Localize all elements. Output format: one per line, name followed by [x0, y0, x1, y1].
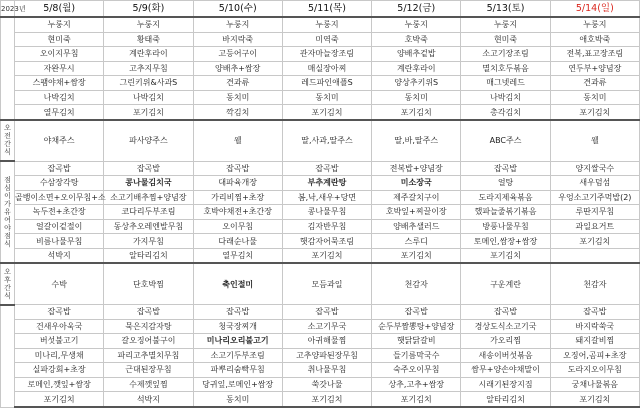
menu-item: 계란후라이	[104, 47, 193, 62]
menu-item: 누룽지	[550, 17, 639, 32]
menu-item: 전복,표고장조림	[550, 47, 639, 62]
menu-item: 포기김치	[461, 248, 550, 263]
day-header: 5/10(수)	[193, 1, 282, 18]
menu-item: 바지락죽	[193, 32, 282, 47]
menu-item: 시래기된장지짐	[461, 377, 550, 392]
lunch-row	[1, 219, 640, 234]
menu-item: 포기김치	[15, 392, 104, 407]
menu-item: 열무김치	[15, 105, 104, 120]
menu-item: 소고기배추찜+양념장	[104, 190, 193, 205]
menu-item: 숙주오이무침	[372, 363, 461, 378]
menu-item: 토메인,쌈장+쌈장	[461, 234, 550, 249]
menu-item: 잡곡밥	[193, 161, 282, 176]
menu-item: 알타리김치	[104, 248, 193, 263]
menu-item: 양지쌀국수	[550, 161, 639, 176]
menu-item: 잡곡밥	[282, 161, 371, 176]
menu-item: 포기김치	[282, 105, 371, 120]
menu-item: 파리고추멸치무침	[104, 348, 193, 363]
day-header: 5/12(금)	[372, 1, 461, 18]
menu-item: 동상추오레엔발무침	[104, 219, 193, 234]
meal-label-breakfast	[1, 17, 15, 120]
dinner-row	[1, 392, 640, 407]
menu-item: 고추양파된장무침	[282, 348, 371, 363]
breakfast-row	[1, 32, 640, 47]
menu-item: 잡곡밥	[550, 305, 639, 320]
menu-item: 호박야채전+초간장	[193, 205, 282, 220]
dinner-row	[1, 363, 640, 378]
menu-item: 방풍나물무침	[461, 219, 550, 234]
menu-item: 딸,바,딸주스	[372, 120, 461, 161]
menu-item: 고추지무침	[104, 61, 193, 76]
menu-item: 견과류	[193, 76, 282, 91]
menu-item: 비름나물무침	[15, 234, 104, 249]
menu-item: 다래순나물	[193, 234, 282, 249]
menu-item: 단호박찜	[104, 263, 193, 304]
menu-item: 들기름막국수	[372, 348, 461, 363]
dinner-row	[1, 319, 640, 334]
breakfast-row	[1, 90, 640, 105]
meal-label-dinner	[1, 305, 15, 407]
menu-item: 포기김치	[550, 105, 639, 120]
menu-item: 얼갈이겉절이	[15, 219, 104, 234]
menu-item: 애호박죽	[550, 32, 639, 47]
day-header: 5/13(토)	[461, 1, 550, 18]
menu-item: 수박	[15, 263, 104, 304]
menu-item: 당귀잎,로메인+쌈장	[193, 377, 282, 392]
menu-item: 포기김치	[282, 392, 371, 407]
dinner-row	[1, 334, 640, 349]
menu-item: 동치미	[550, 90, 639, 105]
menu-item: 소고기두부조림	[193, 348, 282, 363]
menu-item: 포기김치	[550, 392, 639, 407]
menu-item: 야채주스	[15, 120, 104, 161]
lunch-row	[1, 234, 640, 249]
menu-item: 얼탕	[461, 176, 550, 191]
menu-item: 누룽지	[461, 17, 550, 32]
menu-item: 소고기장조림	[461, 47, 550, 62]
menu-item: 웰	[193, 120, 282, 161]
menu-item: 갈오징어불구이	[104, 334, 193, 349]
menu-item: 묵은지감자탕	[104, 319, 193, 334]
menu-item: 봄,낙,새우+당면	[282, 190, 371, 205]
menu-item: 청국장찌개	[193, 319, 282, 334]
menu-item: 햇닭닭갈비	[372, 334, 461, 349]
breakfast-row	[1, 105, 640, 120]
menu-item: 경상도식소고기국	[461, 319, 550, 334]
lunch-row	[1, 161, 640, 176]
menu-item: 견과류	[550, 76, 639, 91]
menu-item: 건새우아욱국	[15, 319, 104, 334]
menu-item: 가리비찜+초장	[193, 190, 282, 205]
breakfast-row	[1, 76, 640, 91]
lunch-row	[1, 205, 640, 220]
menu-item: 수제깻잎찜	[104, 377, 193, 392]
day-header: 5/11(목)	[282, 1, 371, 18]
menu-item: 동치미	[372, 90, 461, 105]
menu-item: 동치미	[282, 90, 371, 105]
breakfast-row	[1, 17, 640, 32]
menu-item: 쑥갓나물	[282, 377, 371, 392]
menu-item: 포기김치	[282, 248, 371, 263]
menu-item: 양배추샐러드	[372, 219, 461, 234]
menu-item: 축인절미	[193, 263, 282, 304]
menu-item: 잡곡밥	[15, 305, 104, 320]
menu-item: 양배추+쌈장	[193, 61, 282, 76]
header-row	[1, 1, 640, 18]
menu-item: 구운계란	[461, 263, 550, 304]
snack1-row	[1, 120, 640, 161]
meal-label-lunch: 점심 이가유 여야 점식	[1, 161, 15, 263]
menu-item: 매실장아찌	[282, 61, 371, 76]
menu-item: 나박김치	[104, 90, 193, 105]
menu-item: 가오리찜	[461, 334, 550, 349]
menu-item: 누룽지	[372, 17, 461, 32]
menu-item: 양배추겉밥	[372, 47, 461, 62]
menu-item: 오징어,곰피+초장	[550, 348, 639, 363]
menu-item: 관자마늘장조림	[282, 47, 371, 62]
menu-item: 과일요거트	[550, 219, 639, 234]
day-header: 5/9(화)	[104, 1, 193, 18]
menu-item: 현미죽	[461, 32, 550, 47]
menu-item: 부추계란탕	[282, 176, 371, 191]
menu-item: 잡곡밥	[282, 305, 371, 320]
menu-item: 석박지	[104, 392, 193, 407]
menu-item: 누룽지	[15, 17, 104, 32]
menu-item: 순두부짬뽕탕+양념장	[372, 319, 461, 334]
day-header: 5/8(월)	[15, 1, 104, 18]
menu-item: ABC주스	[461, 120, 550, 161]
dinner-row	[1, 348, 640, 363]
menu-item: 도라지오이무침	[550, 363, 639, 378]
dinner-row	[1, 377, 640, 392]
menu-item: 녹두전+초간장	[15, 205, 104, 220]
menu-item: 취나물무침	[282, 363, 371, 378]
menu-item: 로메인,깻잎+쌈장	[15, 377, 104, 392]
menu-item: 황태죽	[104, 32, 193, 47]
dinner-row	[1, 305, 640, 320]
breakfast-row	[1, 47, 640, 62]
menu-item: 미소장국	[372, 176, 461, 191]
year-label: 2023년	[1, 1, 15, 18]
menu-item: 포기김치	[104, 105, 193, 120]
menu-item: 나박김치	[15, 90, 104, 105]
menu-item: 루딴지무침	[550, 205, 639, 220]
menu-item: 오이지무침	[15, 47, 104, 62]
menu-item: 미나리,무생채	[15, 348, 104, 363]
menu-item: 그린키위&사과S	[104, 76, 193, 91]
menu-item	[550, 248, 639, 263]
menu-item: 모듬과일	[282, 263, 371, 304]
menu-item: 동치미	[193, 90, 282, 105]
menu-item: 고등어구이	[193, 47, 282, 62]
menu-item: 오이무침	[193, 219, 282, 234]
menu-item: 잡곡밥	[15, 161, 104, 176]
menu-item: 잡곡밥	[104, 305, 193, 320]
menu-item: 돼지갈비찜	[550, 334, 639, 349]
menu-item: 새송이버섯볶음	[461, 348, 550, 363]
menu-item: 잡곡밥	[461, 161, 550, 176]
menu-item: 잡곡밥	[372, 305, 461, 320]
menu-item: 포기김치	[372, 248, 461, 263]
menu-item: 했파늘줄볶기볶음	[461, 205, 550, 220]
menu-item: 포기김치	[372, 105, 461, 120]
menu-item: 나박김치	[461, 90, 550, 105]
menu-item: 매그넷레드	[461, 76, 550, 91]
menu-item: 열무김치	[193, 248, 282, 263]
menu-item: 잡곡밥	[461, 305, 550, 320]
menu-item: 콩나물김치국	[104, 176, 193, 191]
menu-item: 포기김치	[372, 392, 461, 407]
menu-item: 포기김치	[550, 234, 639, 249]
menu-item: 현미죽	[15, 32, 104, 47]
menu-item: 전복밥+양념장	[372, 161, 461, 176]
menu-item: 파뿌리숨빡무침	[193, 363, 282, 378]
menu-item: 잡곡밥	[193, 305, 282, 320]
menu-item: 미역죽	[282, 32, 371, 47]
menu-item: 누룽지	[282, 17, 371, 32]
menu-item: 제주갈치구이	[372, 190, 461, 205]
menu-item: 코다리두부조림	[104, 205, 193, 220]
meal-label-snack1: 오전간식	[1, 120, 15, 161]
menu-item: 양상추키위S	[372, 76, 461, 91]
menu-item: 천감자	[550, 263, 639, 304]
menu-item: 버섯불고기	[15, 334, 104, 349]
menu-item: 바지락쑥국	[550, 319, 639, 334]
menu-item: 우엉소고기주먹밥(2)	[550, 190, 639, 205]
menu-item: 웰	[550, 120, 639, 161]
menu-item: 연두부+양념장	[550, 61, 639, 76]
menu-item: 궁채나물볶음	[550, 377, 639, 392]
menu-item: 햇감자어묵조림	[282, 234, 371, 249]
menu-item: 근대된장무침	[104, 363, 193, 378]
snack2-row	[1, 263, 640, 304]
menu-item: 동치미	[193, 392, 282, 407]
menu-item: 멸치호두볶음	[461, 61, 550, 76]
menu-item: 대파육개장	[193, 176, 282, 191]
menu-item: 자완무시	[15, 61, 104, 76]
menu-item: 소고기무국	[282, 319, 371, 334]
menu-item: 골뱅이소면+오이무침+소	[15, 190, 104, 205]
menu-item: 잡곡밥	[104, 161, 193, 176]
menu-item: 호박잎+찌끌이장	[372, 205, 461, 220]
menu-item: 스루디	[372, 234, 461, 249]
menu-item: 도라지제육볶음	[461, 190, 550, 205]
breakfast-row	[1, 61, 640, 76]
menu-item: 아귀해물찜	[282, 334, 371, 349]
menu-item: 가지무침	[104, 234, 193, 249]
lunch-row	[1, 248, 640, 263]
menu-item: 계란후라이	[372, 61, 461, 76]
menu-item: 김자반무침	[282, 219, 371, 234]
meal-label-snack2: 오후간식	[1, 263, 15, 304]
menu-item: 천감자	[372, 263, 461, 304]
menu-item: 수삼장각탕	[15, 176, 104, 191]
menu-item: 미나리오리불고기	[193, 334, 282, 349]
menu-item: 석박지	[15, 248, 104, 263]
menu-item: 딸,사과,딸주스	[282, 120, 371, 161]
menu-item: 스팸야채+쌈장	[15, 76, 104, 91]
lunch-row	[1, 190, 640, 205]
menu-item: 알타리김치	[461, 392, 550, 407]
menu-item: 총각김치	[461, 105, 550, 120]
day-header-sunday: 5/14(일)	[550, 1, 639, 18]
menu-item: 누룽지	[104, 17, 193, 32]
menu-item: 새우덤섬	[550, 176, 639, 191]
menu-item: 깍김치	[193, 105, 282, 120]
menu-item: 호박죽	[372, 32, 461, 47]
menu-item: 레드파인애플S	[282, 76, 371, 91]
menu-item: 쌈무+양손야채말이	[461, 363, 550, 378]
menu-item: 실파강회+초장	[15, 363, 104, 378]
menu-item: 상추,고추+쌈장	[372, 377, 461, 392]
menu-item: 누룽지	[193, 17, 282, 32]
menu-item: 파사양주스	[104, 120, 193, 161]
menu-item: 콩나물무침	[282, 205, 371, 220]
lunch-row	[1, 176, 640, 191]
